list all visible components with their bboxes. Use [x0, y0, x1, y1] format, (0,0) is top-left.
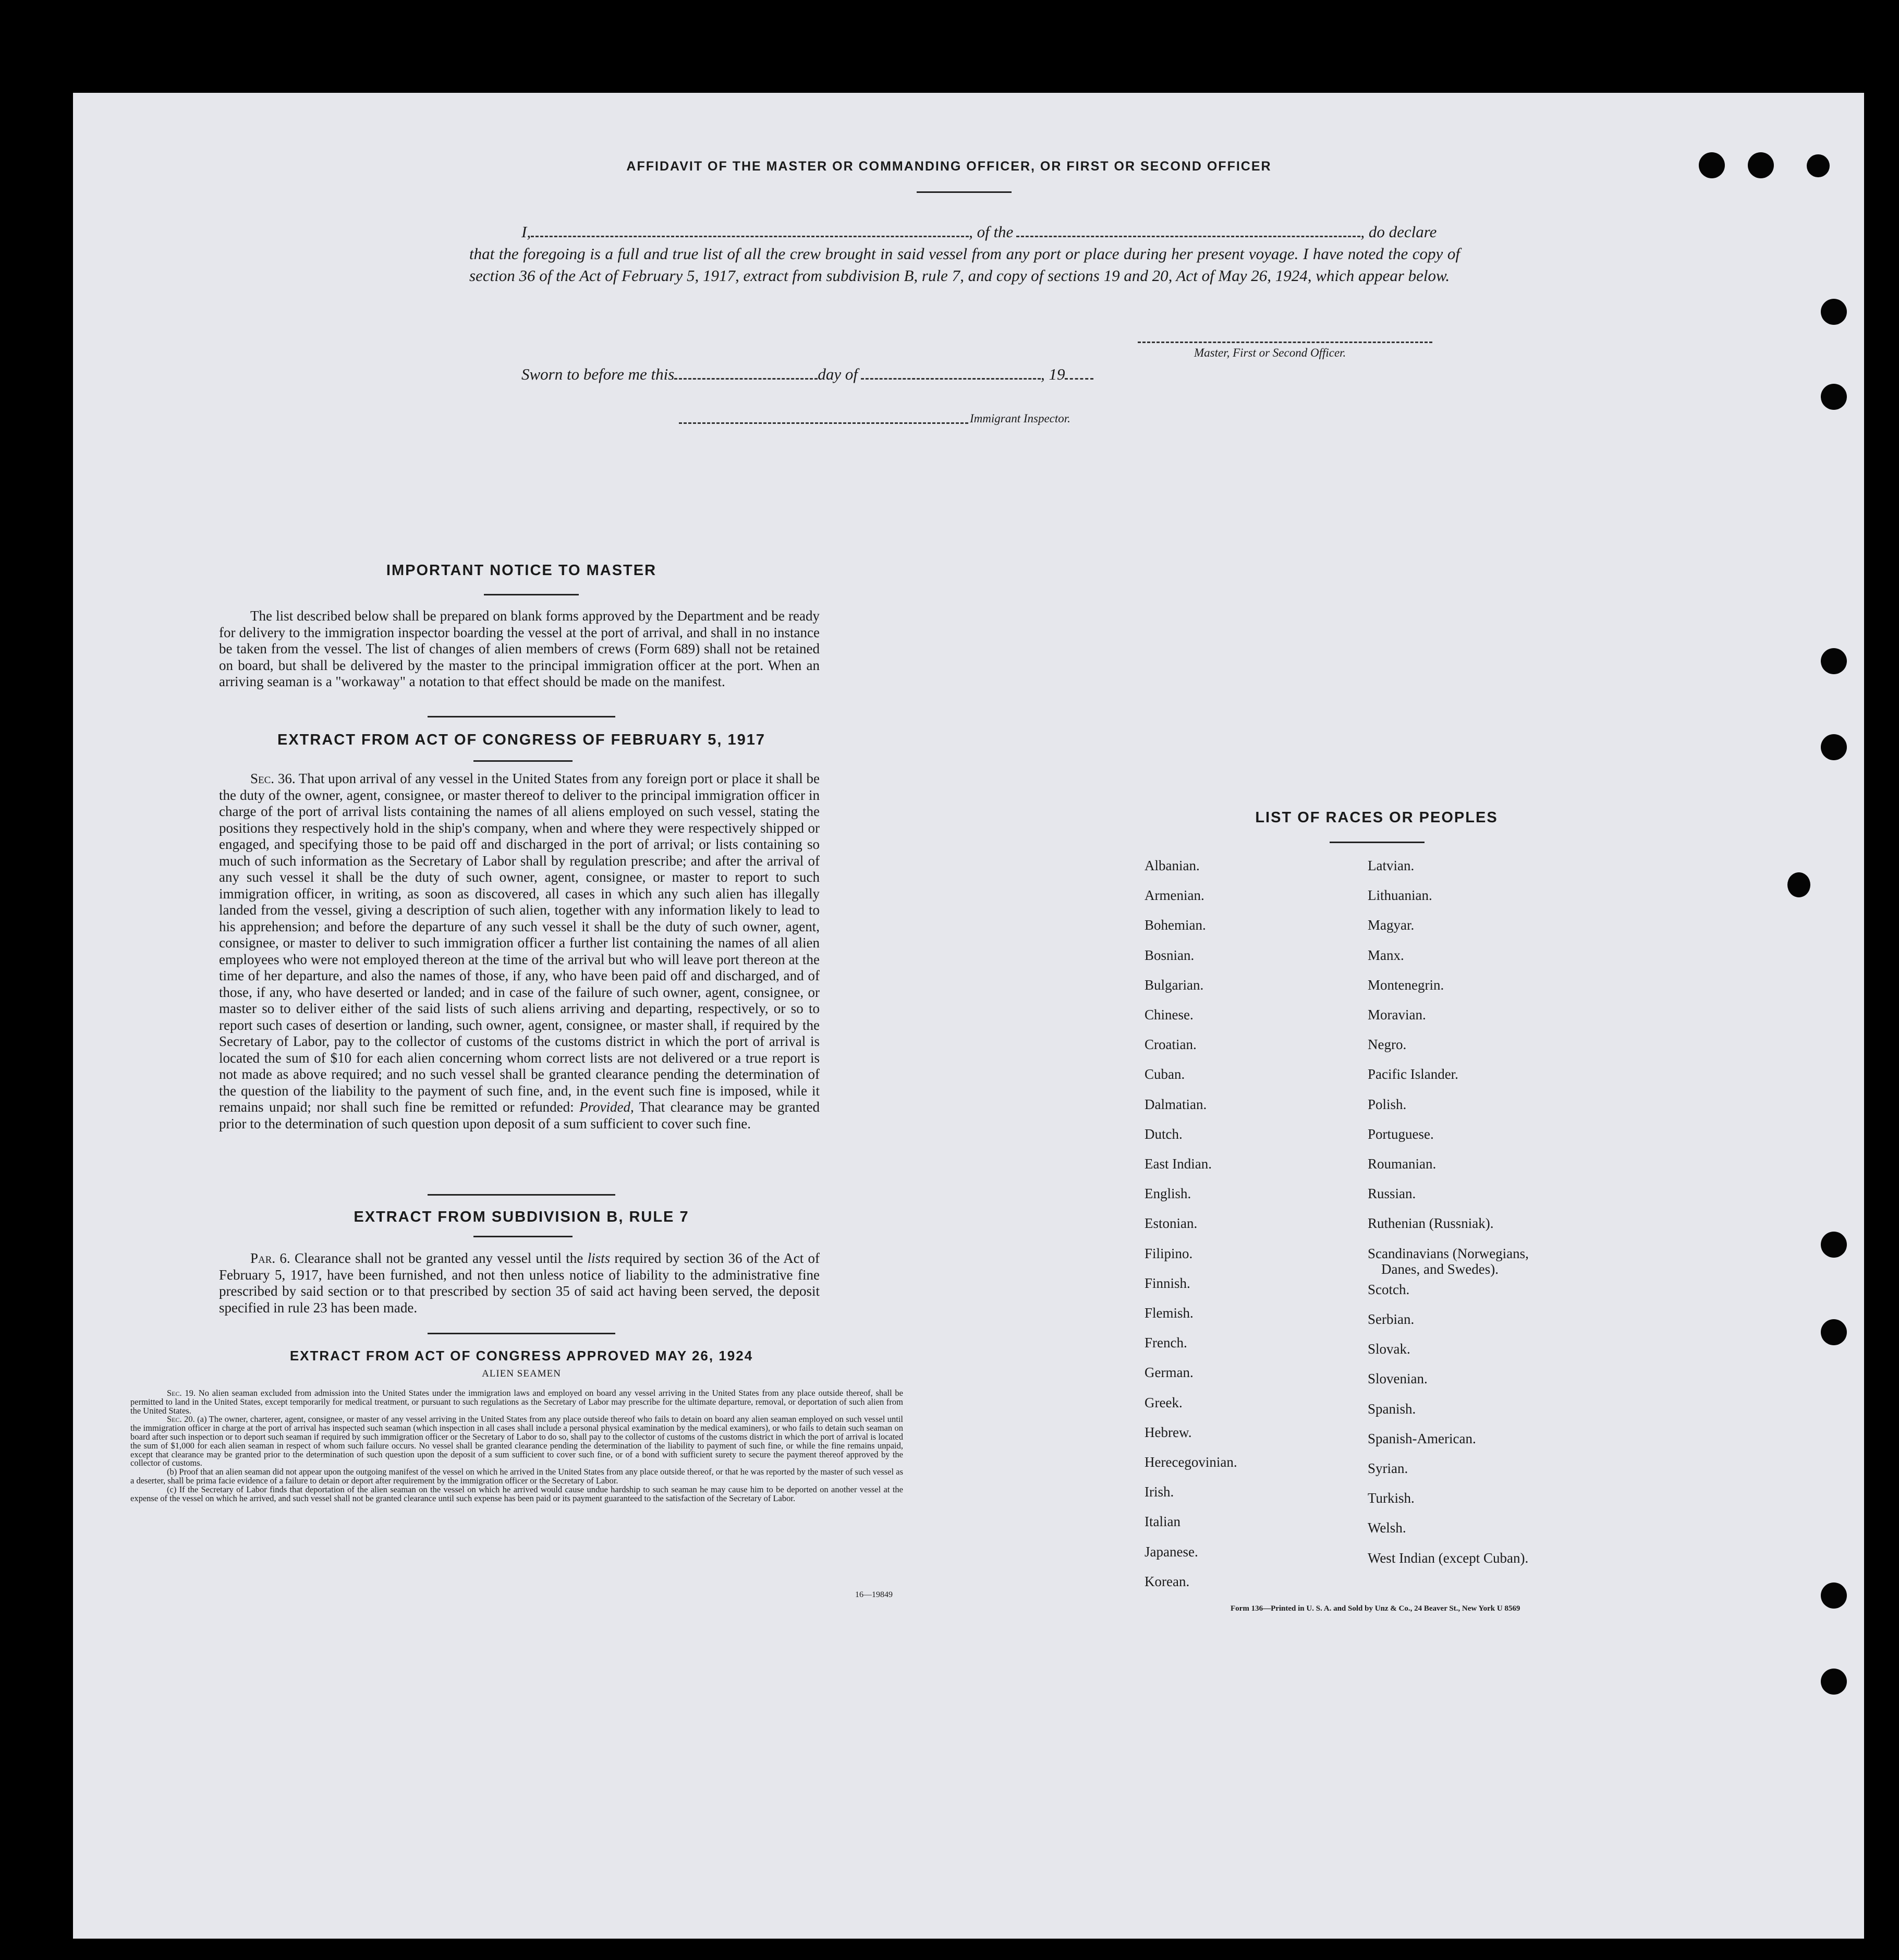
section-19-body: No alien seaman excluded from admission into the United States under the immigration laws and employed on board any vessel arriving in the United States from any place outside thereof, shall be permitted to land in the United States, except temporarily for medical treatment, or pursuant to such regulations as the Secretary of Labor may prescribe for the ultimate departure, removal, or deportation of such alien from the United States.: [130, 1388, 903, 1416]
print-code: 16—19849: [855, 1590, 893, 1599]
race-item: Portuguese.: [1368, 1126, 1434, 1142]
sworn-year-label: , 19: [1040, 365, 1065, 383]
proviso-text: That clearance may be granted prior to the determination of such question upon deposit of a sum sufficient to cover such fine.: [219, 1099, 820, 1131]
section-20a: [130, 1415, 903, 1468]
binder-hole: [1787, 872, 1810, 897]
race-item: Cuban.: [1145, 1066, 1185, 1082]
race-item: Irish.: [1145, 1484, 1174, 1500]
race-item: Herecegovinian.: [1145, 1454, 1237, 1470]
divider: [484, 594, 579, 595]
race-item: Spanish.: [1368, 1401, 1416, 1417]
race-item: West Indian (except Cuban).: [1368, 1550, 1529, 1566]
race-item: Montenegrin.: [1368, 977, 1444, 993]
race-item: Filipino.: [1145, 1246, 1193, 1261]
inspector-signature-line[interactable]: [679, 422, 968, 424]
race-item: Korean.: [1145, 1574, 1190, 1589]
divider: [428, 1333, 615, 1334]
vessel-label: , of the: [969, 223, 1014, 241]
subdivision-text: [219, 1250, 820, 1316]
race-item: Dalmatian.: [1145, 1097, 1207, 1112]
paragraph-label: Par. 6.: [250, 1250, 290, 1266]
section-20b: (b) Proof that an alien seaman did not appear upon the outgoing manifest of the vessel on which he arrived in the United States from any place outside thereof, or that he was reported by the master of such vessel as a deserter, shall be prima facie evidence of a failure to detain or deport after requirement by the immigration officer or the Secretary of Labor.: [130, 1467, 903, 1486]
binder-hole: [1821, 1319, 1847, 1345]
signature-label: Master, First or Second Officer.: [1194, 346, 1346, 359]
extract-1917-title: EXTRACT FROM ACT OF CONGRESS OF FEBRUARY 5, 1917: [277, 732, 766, 748]
race-item: Finnish.: [1145, 1275, 1190, 1291]
section-20c: (c) If the Secretary of Labor finds that deportation of the alien seaman on the vessel on which he arrived would cause undue hardship to such seaman he may cause him to be deported on another vessel at the expense of the vessel on which he arrived, and such vessel shall not be granted clearance until such expense has been paid or its payment guaranteed to the satisfaction of the Secretary of Labor.: [130, 1484, 903, 1503]
sworn-month-field[interactable]: [861, 370, 1041, 380]
notice-title: IMPORTANT NOTICE TO MASTER: [386, 562, 657, 579]
binder-hole: [1821, 384, 1847, 410]
race-item: Ruthenian (Russniak).: [1368, 1215, 1494, 1231]
race-item: Bohemian.: [1145, 917, 1206, 933]
race-item: Albanian.: [1145, 858, 1200, 873]
inspector-label: Immigrant Inspector.: [970, 412, 1070, 425]
binder-hole: [1821, 1582, 1847, 1609]
notice-text: The list described below shall be prepared on blank forms approved by the Department and be ready for delivery to the immigration inspector boarding the vessel at the port of arrival, and shall in no instance be taken from the vessel. The list of changes of alien members of crews (Form 689) shall not be retained on board, but shall be delivered by the master to the principal immigration officer at the port. When an arriving seaman is a "workaway" a notation to that effect should be made on the manifest.: [219, 608, 820, 689]
divider: [1330, 842, 1425, 843]
race-item: Pacific Islander.: [1368, 1066, 1458, 1082]
sworn-label: Sworn to before me this: [521, 365, 675, 383]
proviso-word: Provided,: [579, 1099, 634, 1115]
race-item: Bulgarian.: [1145, 977, 1204, 993]
race-item: Welsh.: [1368, 1520, 1406, 1536]
binder-hole: [1807, 154, 1830, 177]
affidavit-declaration: [469, 221, 1460, 287]
race-item: Scandinavians (Norwegians,: [1368, 1246, 1529, 1261]
extract-1917-text: [219, 771, 820, 1132]
declarant-label: I,: [521, 223, 531, 241]
race-item: Flemish.: [1145, 1305, 1194, 1321]
race-item: Greek.: [1145, 1395, 1183, 1410]
race-item: Estonian.: [1145, 1215, 1198, 1231]
binder-hole: [1699, 152, 1725, 178]
race-item: Italian: [1145, 1514, 1180, 1529]
divider: [917, 191, 1012, 193]
race-item: Chinese.: [1145, 1007, 1194, 1022]
affidavit-title: AFFIDAVIT OF THE MASTER OR COMMANDING OFFICER, OR FIRST OR SECOND OFFICER: [626, 159, 1272, 174]
section-label: Sec. 20.: [167, 1414, 195, 1425]
race-item: Slovenian.: [1368, 1371, 1428, 1386]
race-item: Magyar.: [1368, 917, 1415, 933]
section-20a-body: (a) The owner, charterer, agent, consignee, or master of any vessel arriving in the United States from any place outside thereof who fails to detain on board any alien seaman employed on such vessel until the immigration officer in charge at the port of arrival has inspected such seaman (which inspection in all cases shall include a personal physical examination by the medical examiners), or who fails to detain such seaman on board after such inspection or to deport such seaman if required by such immigration officer or the Secretary of Labor to do so, shall pay to the collector of customs of the customs district in which the port of arrival is located the sum of $1,000 for each alien seaman in respect of whom such failure occurs. No vessel shall be granted clearance pending the determination of the liability to payment of such fine, or while the fine remains unpaid, except that clearance may be granted prior to the determination of such question upon the deposit of a sum sufficient to cover such fine, or of a bond with sufficient surety to secure the payment thereof approved by the collector of customs.: [130, 1414, 904, 1468]
divider: [473, 1236, 573, 1237]
race-item: Turkish.: [1368, 1490, 1415, 1506]
binder-hole: [1821, 1669, 1847, 1695]
declaration-line: [469, 221, 1460, 243]
race-item: Lithuanian.: [1368, 887, 1432, 903]
declaration-paragraph: that the foregoing is a full and true list of all the crew brought in said vessel from any port or place during her present voyage. I have noted the copy of section 36 of the Act of February 5, 1917, extract from subdivision B, rule 7, and copy of sections 19 and 20, Act of May 26, 1924, which appear below.: [469, 245, 1460, 285]
race-item: Slovak.: [1368, 1341, 1410, 1357]
lists-word: lists: [587, 1250, 611, 1266]
sworn-day-field[interactable]: [674, 370, 818, 380]
declare-text: , do declare: [1360, 223, 1437, 241]
race-item: Armenian.: [1145, 887, 1204, 903]
race-item: Croatian.: [1145, 1037, 1197, 1052]
subdivision-title: EXTRACT FROM SUBDIVISION B, RULE 7: [354, 1209, 689, 1225]
extract-1924-title: EXTRACT FROM ACT OF CONGRESS APPROVED MAY 26, 1924: [289, 1348, 753, 1364]
races-title: LIST OF RACES OR PEOPLES: [1255, 809, 1498, 826]
binder-hole: [1821, 1232, 1847, 1258]
subdivision-body-a: Clearance shall not be granted any vessel until the: [294, 1250, 583, 1266]
race-item: Hebrew.: [1145, 1425, 1192, 1440]
section-label: Sec. 19.: [167, 1388, 196, 1398]
sworn-day-of-label: day of: [818, 365, 858, 383]
race-item: Russian.: [1368, 1186, 1416, 1201]
declarant-name-field[interactable]: [531, 225, 969, 237]
race-item: Spanish-American.: [1368, 1431, 1476, 1446]
race-item: East Indian.: [1145, 1156, 1212, 1172]
section-label: Sec. 36.: [250, 771, 296, 786]
vessel-name-field[interactable]: [1016, 225, 1360, 237]
race-item: Japanese.: [1145, 1544, 1198, 1560]
race-item: Latvian.: [1368, 858, 1415, 873]
race-item: French.: [1145, 1335, 1187, 1350]
section-36-body: That upon arrival of any vessel in the United States from any foreign port or place it shall be the duty of the owner, agent, consignee, or master thereof to deliver to the principal immigration officer in charge of the port of arrival lists containing the names of all aliens employed on such vessel, stating the positions they respectively hold in the ship's company, when and where they were respectively shipped or engaged, and specifying those to be paid off and discharged in the port of arrival; or lists containing so much of such information as the Secretary of Labor shall by regulation prescribe; and after the arrival of any such vessel it shall be the duty of such owner, agent, consignee, or master to report to such immigration officer, in writing, as soon as discovered, all cases in which any such alien has illegally landed from the vessel, giving a description of such alien, together with any information likely to lead to his apprehension; and before the departure of any such vessel it shall be the duty of such owner, agent, consignee, or master to deliver to such immigration officer a further list containing the names of all alien employees who were not employed thereon at the time of the arrival but who will leave port thereon at the time of her departure, and also the names of those, if any, who have been paid off and discharged, and of those, if any, who have deserted or landed; and in case of the failure of such owner, agent, consignee, or master so to deliver either of the said lists of such aliens arriving and departing, respectively, or so to report such cases of desertion or landing, such owner, agent, consignee, or master shall, if required by the Secretary of Labor, pay to the collector of customs of the customs district in which the port of arrival is located the sum of $10 for each alien concerning whom correct lists are not delivered or a true report is not made as above required; and no such vessel shall be granted clearance pending the determination of the question of the liability to the payment of such fine, and, in the event such fine is imposed, while it remains unpaid; nor shall such fine be remitted or refunded:: [219, 771, 820, 1115]
form-footer: Form 136—Printed in U. S. A. and Sold by Unz & Co., 24 Beaver St., New York U 8569: [1231, 1604, 1520, 1613]
race-item: Bosnian.: [1145, 947, 1195, 963]
binder-hole: [1821, 734, 1847, 760]
sworn-line: [521, 365, 1093, 384]
race-item: Manx.: [1368, 947, 1404, 963]
race-item: Roumanian.: [1368, 1156, 1437, 1172]
binder-hole: [1748, 152, 1774, 178]
race-item: Dutch.: [1145, 1126, 1183, 1142]
extract-1924-text: [130, 1389, 903, 1503]
race-item: Moravian.: [1368, 1007, 1426, 1022]
sworn-year-field[interactable]: [1065, 370, 1093, 380]
race-item: Serbian.: [1368, 1311, 1415, 1327]
extract-1924-subtitle: ALIEN SEAMEN: [482, 1368, 561, 1379]
binder-hole: [1821, 299, 1847, 325]
race-item: Syrian.: [1368, 1460, 1408, 1476]
race-item: Scotch.: [1368, 1282, 1410, 1297]
race-item: English.: [1145, 1186, 1191, 1201]
race-item: Polish.: [1368, 1097, 1407, 1112]
signature-line[interactable]: [1138, 342, 1432, 343]
race-item: German.: [1145, 1365, 1194, 1380]
subdivision-body-b: required by section 36 of the Act of February 5, 1917, have been furnished, and not then unless notice of liability to the administrative fine prescribed by said section or to that prescribed by section 35 of said act having been served, the deposit specified in rule 23 has been made.: [219, 1250, 820, 1316]
race-item: Negro.: [1368, 1037, 1407, 1052]
divider: [473, 760, 573, 762]
section-19: [130, 1389, 903, 1415]
divider: [428, 1194, 615, 1196]
race-item: Danes, and Swedes).: [1381, 1261, 1499, 1277]
binder-hole: [1821, 648, 1847, 674]
divider: [428, 716, 615, 717]
